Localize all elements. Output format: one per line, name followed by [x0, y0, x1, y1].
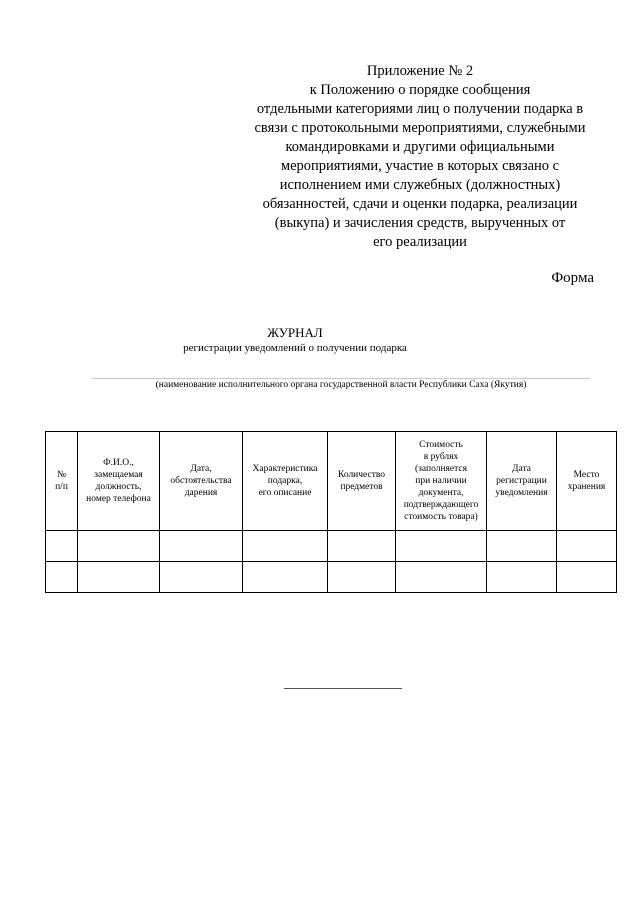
table-cell[interactable] — [243, 562, 328, 593]
table-cell[interactable] — [160, 531, 243, 562]
appendix-line: отдельными категориями лиц о получении подарка в — [256, 101, 584, 117]
table-cell[interactable] — [396, 562, 487, 593]
table-row — [46, 531, 617, 562]
column-header-registration-date: Дата регистрации уведомления — [487, 432, 557, 531]
appendix-line: исполнением ими служебных (должностных) — [279, 177, 561, 193]
table-cell[interactable] — [396, 531, 487, 562]
journal-title: ЖУРНАЛ — [267, 325, 323, 340]
appendix-line: обязанностей, сдачи и оценки подарка, реализации — [262, 196, 578, 212]
appendix-line: связи с протокольными мероприятиями, служебными — [254, 120, 586, 136]
column-header-gift-date: Дата, обстоятельства дарения — [160, 432, 243, 531]
column-header-name: Ф.И.О., замещаемая должность, номер телефона — [78, 432, 160, 531]
appendix-line: (выкупа) и зачисления средств, вырученных от — [274, 215, 566, 231]
table-cell[interactable] — [328, 531, 396, 562]
table-cell[interactable] — [557, 562, 617, 593]
table-cell[interactable] — [243, 531, 328, 562]
column-header-cost: Стоимость в рублях (заполняется при наличии документа, подтверждающего стоимость товара) — [396, 432, 487, 531]
table-cell[interactable] — [46, 531, 78, 562]
journal-subtitle: регистрации уведомлений о получении подарка — [183, 342, 407, 354]
register-table — [45, 431, 617, 593]
table-cell[interactable] — [78, 562, 160, 593]
table-cell[interactable] — [487, 562, 557, 593]
table-row — [46, 562, 617, 593]
signature-rule — [284, 688, 402, 689]
appendix-line: мероприятиями, участие в которых связано с — [280, 158, 560, 174]
appendix-title: Приложение № 2 — [366, 63, 474, 79]
column-header-quantity: Количество предметов — [328, 432, 396, 531]
table-cell[interactable] — [78, 531, 160, 562]
form-label: Форма — [551, 270, 594, 286]
table-cell[interactable] — [557, 531, 617, 562]
table-header-row — [46, 432, 617, 531]
appendix-line: его реализации — [373, 234, 467, 250]
column-header-storage-place: Место хранения — [557, 432, 617, 531]
table-cell[interactable] — [46, 562, 78, 593]
table-cell[interactable] — [487, 531, 557, 562]
column-header-number: № п/п — [46, 432, 78, 531]
org-name-caption: (наименование исполнительного органа государственной власти Республики Саха (Якутия) — [155, 380, 527, 390]
appendix-line: командировками и другими официальными — [285, 139, 555, 155]
table-cell[interactable] — [328, 562, 396, 593]
appendix-line: к Положению о порядке сообщения — [309, 82, 531, 98]
table-cell[interactable] — [160, 562, 243, 593]
org-name-rule — [92, 378, 590, 379]
column-header-gift-description: Характеристика подарка, его описание — [243, 432, 328, 531]
